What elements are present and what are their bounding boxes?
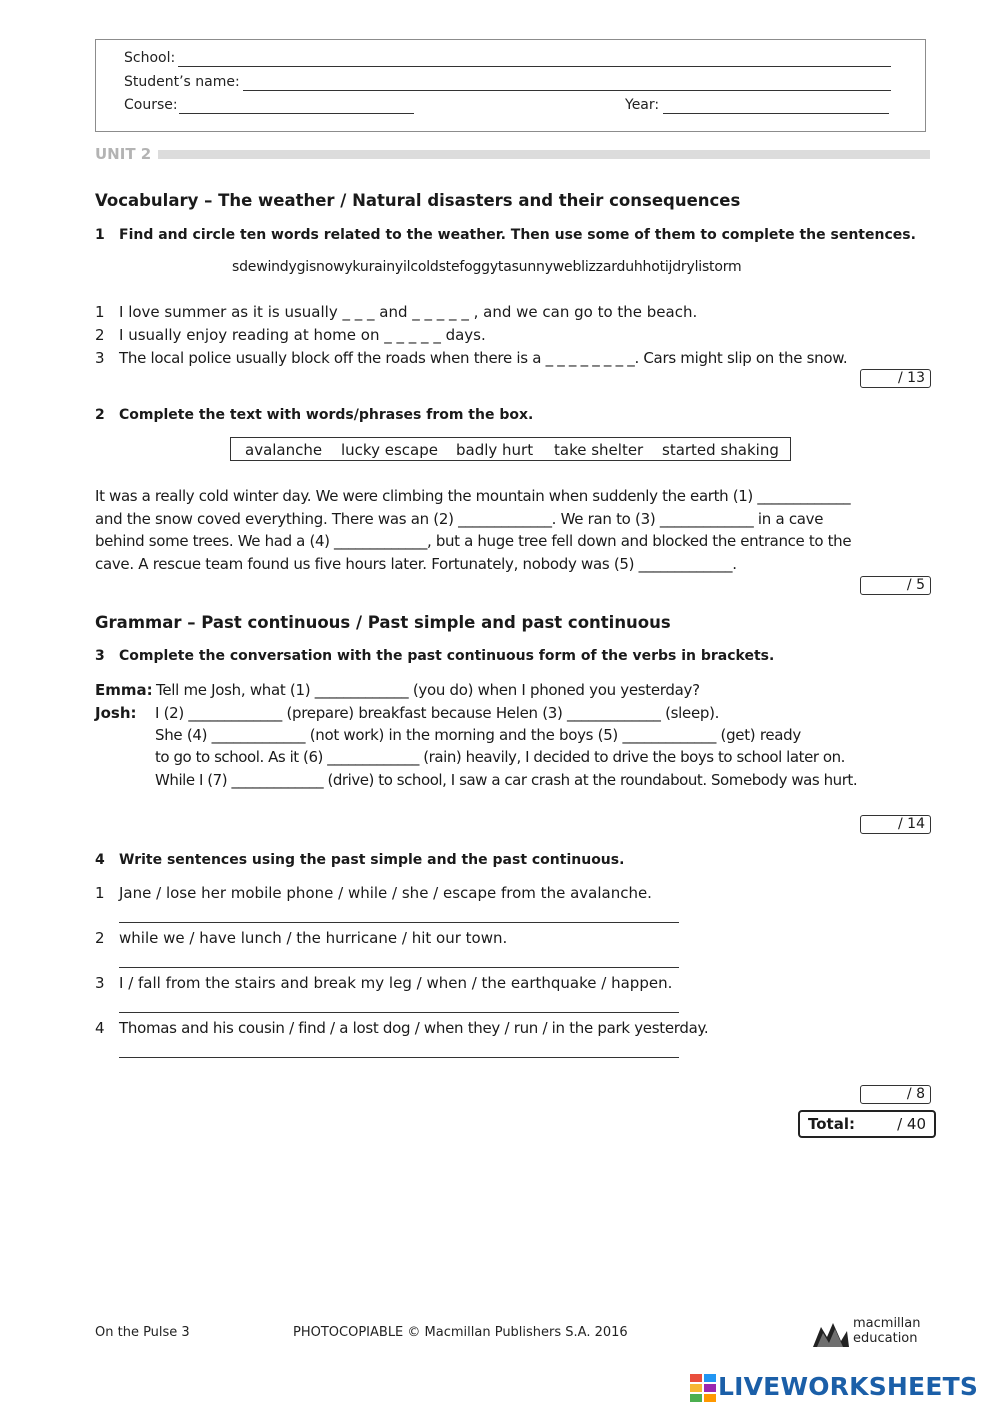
student-name-label: Student’s name:	[124, 74, 240, 90]
exercise-2-score-box: / 5	[860, 576, 931, 595]
total-score-box	[798, 1110, 936, 1138]
josh-line[interactable]: I (2) _____________ (prepare) breakfast because Helen (3) _____________ (sleep).	[155, 704, 720, 722]
exercise-4-prompt: while we / have lunch / the hurricane / hit our town.	[119, 929, 508, 947]
school-field[interactable]	[178, 66, 891, 67]
answer-line[interactable]	[119, 1012, 679, 1013]
item-number: 1	[95, 884, 105, 902]
exercise-2-instruction: Complete the text with words/phrases from the box.	[119, 407, 534, 423]
exercise-2-number: 2	[95, 407, 105, 423]
macmillan-wordmark-line2: education	[853, 1331, 918, 1346]
exercise-4-score-box: / 8	[860, 1085, 931, 1104]
text-line[interactable]: and the snow coved everything. There was an (2) _____________. We ran to (3) _____________ in a cave	[95, 510, 824, 528]
exercise-4-prompt: Thomas and his cousin / find / a lost dog / when they / run / in the park yesterday.	[119, 1019, 709, 1037]
macmillan-mark-icon	[813, 1319, 849, 1349]
course-label: Course:	[124, 97, 178, 113]
exercise-1-number: 1	[95, 227, 105, 243]
word-box-item[interactable]: started shaking	[662, 441, 779, 459]
item-number: 1	[95, 303, 105, 321]
unit-divider-bar	[158, 150, 930, 159]
answer-line[interactable]	[119, 967, 679, 968]
exercise-1-instruction: Find and circle ten words related to the weather. Then use some of them to complete the sentences.	[119, 227, 916, 243]
word-box-item[interactable]: lucky escape	[341, 441, 438, 459]
word-box-item[interactable]: take shelter	[554, 441, 644, 459]
emma-line[interactable]: Tell me Josh, what (1) _____________ (you do) when I phoned you yesterday?	[156, 681, 700, 699]
exercise-1-sentence[interactable]: I love summer as it is usually _ _ _ and _ _ _ _ _ , and we can go to the beach.	[119, 303, 698, 321]
answer-line[interactable]	[119, 1057, 679, 1058]
exercise-4-number: 4	[95, 852, 105, 868]
text-line[interactable]: cave. A rescue team found us five hours later. Fortunately, nobody was (5) _____________.	[95, 555, 737, 573]
school-label: School:	[124, 50, 176, 66]
text-line[interactable]: It was a really cold winter day. We were climbing the mountain when suddenly the earth (1) _____________	[95, 487, 851, 505]
year-field[interactable]	[663, 113, 889, 114]
exercise-3-instruction: Complete the conversation with the past continuous form of the verbs in brackets.	[119, 648, 775, 664]
macmillan-logo	[813, 1317, 928, 1351]
exercise-3-score-box: / 14	[860, 815, 931, 834]
josh-line[interactable]: While I (7) _____________ (drive) to school, I saw a car crash at the roundabout. Somebody was hurt.	[155, 771, 858, 789]
vocabulary-section-title: Vocabulary – The weather / Natural disasters and their consequences	[95, 191, 741, 210]
student-name-field[interactable]	[243, 90, 891, 91]
student-info-box	[95, 39, 926, 132]
course-field[interactable]	[179, 113, 414, 114]
josh-line[interactable]: to go to school. As it (6) _____________ (rain) heavily, I decided to drive the boys to school later on.	[155, 748, 845, 766]
book-title: On the Pulse 3	[95, 1325, 190, 1340]
exercise-3-number: 3	[95, 648, 105, 664]
item-number: 3	[95, 974, 105, 992]
total-score: / 40	[897, 1115, 926, 1133]
exercise-4-prompt: Jane / lose her mobile phone / while / she / escape from the avalanche.	[119, 884, 652, 902]
word-box-item[interactable]: avalanche	[245, 441, 323, 459]
exercise-1-sentence[interactable]: The local police usually block off the roads when there is a _ _ _ _ _ _ _ _. Cars might slip on the snow.	[119, 349, 848, 367]
unit-label: UNIT 2	[95, 145, 152, 163]
item-number: 2	[95, 326, 105, 344]
word-box-item[interactable]: badly hurt	[456, 441, 534, 459]
macmillan-wordmark-line1: macmillan	[853, 1316, 921, 1331]
wordsearch-string[interactable]: sdewindygisnowykurainyilcoldstefoggytasunnyweblizzarduhhotijdrylistorm	[232, 259, 742, 275]
word-box	[230, 437, 791, 461]
item-number: 4	[95, 1019, 105, 1037]
exercise-1-sentence[interactable]: I usually enjoy reading at home on _ _ _ _ _ days.	[119, 326, 486, 344]
text-line[interactable]: behind some trees. We had a (4) _____________, but a huge tree fell down and blocked the entrance to the	[95, 532, 852, 550]
answer-line[interactable]	[119, 922, 679, 923]
speaker-josh: Josh:	[95, 704, 137, 722]
total-label: Total:	[808, 1115, 855, 1133]
year-label: Year:	[625, 97, 660, 113]
exercise-4-instruction: Write sentences using the past simple and the past continuous.	[119, 852, 625, 868]
speaker-emma: Emma:	[95, 681, 153, 699]
item-number: 3	[95, 349, 105, 367]
josh-line[interactable]: She (4) _____________ (not work) in the morning and the boys (5) _____________ (get) ready	[155, 726, 801, 744]
exercise-4-prompt: I / fall from the stairs and break my leg / when / the earthquake / happen.	[119, 974, 673, 992]
liveworksheets-tiles-icon	[690, 1374, 716, 1402]
exercise-1-score-box: / 13	[860, 369, 931, 388]
copyright-notice: PHOTOCOPIABLE © Macmillan Publishers S.A. 2016	[293, 1325, 628, 1340]
liveworksheets-wordmark: LIVEWORKSHEETS	[718, 1372, 979, 1401]
item-number: 2	[95, 929, 105, 947]
grammar-section-title: Grammar – Past continuous / Past simple and past continuous	[95, 613, 671, 632]
